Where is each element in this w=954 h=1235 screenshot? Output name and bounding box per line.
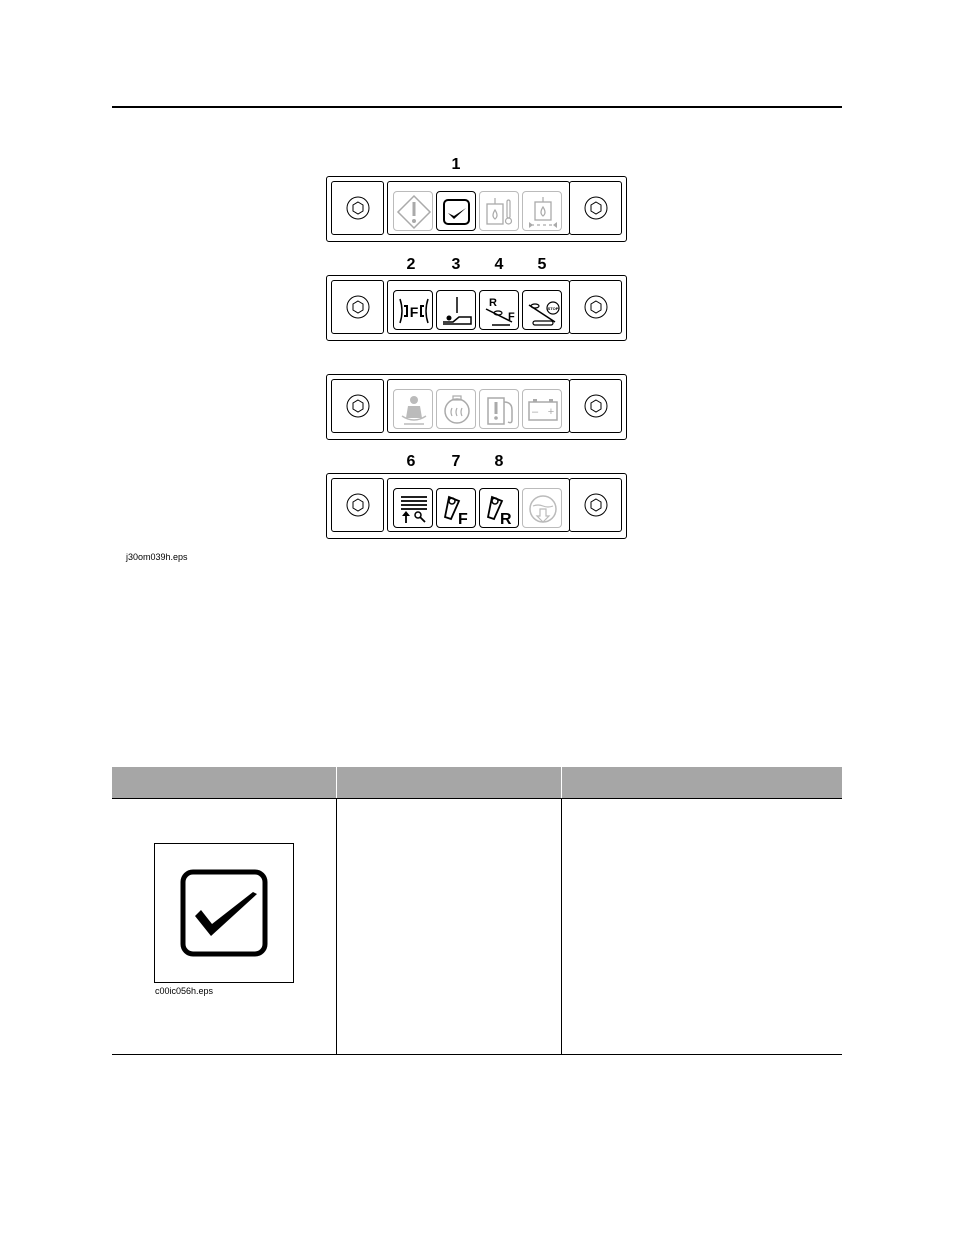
mounting-screw <box>569 280 622 334</box>
coolant-icon <box>522 488 562 528</box>
svg-text:F: F <box>508 311 515 323</box>
screw-icon <box>584 295 608 319</box>
hydraulic-temperature-icon <box>479 191 519 231</box>
screw-icon <box>346 493 370 517</box>
battery-icon <box>522 389 562 429</box>
work-light-icon <box>393 488 433 528</box>
mounting-screw <box>569 181 622 235</box>
svg-text:R: R <box>489 297 497 309</box>
icon-strip-3 <box>387 379 570 433</box>
check-indicator-illustration <box>154 843 294 983</box>
svg-text:+: + <box>547 406 555 418</box>
seat-belt-icon <box>393 389 433 429</box>
check-icon <box>179 868 269 958</box>
callout-3: 3 <box>451 256 461 273</box>
screw-icon <box>584 196 608 220</box>
mounting-screw <box>569 379 622 433</box>
icon-strip-2 <box>387 280 570 334</box>
hydraulic-filter-icon <box>522 191 562 231</box>
screw-icon <box>346 394 370 418</box>
indicator-panel-1 <box>326 176 627 242</box>
callout-2: 2 <box>406 256 416 273</box>
warning-diamond-icon <box>393 191 433 231</box>
check-icon <box>436 191 476 231</box>
reverse-forward-icon <box>479 290 519 330</box>
figure-caption: j30om039h.eps <box>126 552 188 562</box>
screw-icon <box>584 493 608 517</box>
indicator-panel-3 <box>326 374 627 440</box>
callout-6: 6 <box>406 453 416 470</box>
mounting-screw <box>331 478 384 532</box>
table-header <box>112 767 842 799</box>
callout-8: 8 <box>494 453 504 470</box>
callout-4: 4 <box>494 256 504 273</box>
svg-text:–: – <box>531 406 539 418</box>
float-mode-icon <box>393 290 433 330</box>
fuel-warning-icon <box>479 389 519 429</box>
indicator-panel-2 <box>326 275 627 341</box>
icon-strip-4 <box>387 478 570 532</box>
operator-presence-icon <box>436 290 476 330</box>
screw-icon <box>584 394 608 418</box>
mounting-screw <box>331 379 384 433</box>
mounting-screw <box>331 181 384 235</box>
svg-text:R: R <box>500 511 512 528</box>
icon-caption: c00ic056h.eps <box>155 986 214 996</box>
icon-strip-1 <box>387 181 570 235</box>
stop-override-icon <box>522 290 562 330</box>
forward-attachment-icon <box>436 488 476 528</box>
mounting-screw <box>569 478 622 532</box>
svg-text:F: F <box>409 304 419 320</box>
callout-1: 1 <box>451 156 461 173</box>
indicator-panel-figure <box>0 0 954 600</box>
screw-icon <box>346 196 370 220</box>
table-row <box>112 798 842 1055</box>
indicator-panel-4 <box>326 473 627 539</box>
mounting-screw <box>331 280 384 334</box>
screw-icon <box>346 295 370 319</box>
engine-preheat-icon <box>436 389 476 429</box>
callout-5: 5 <box>537 256 547 273</box>
svg-text:F: F <box>458 511 468 528</box>
reverse-attachment-icon <box>479 488 519 528</box>
callout-7: 7 <box>451 453 461 470</box>
svg-text:STOP: STOP <box>547 306 559 311</box>
